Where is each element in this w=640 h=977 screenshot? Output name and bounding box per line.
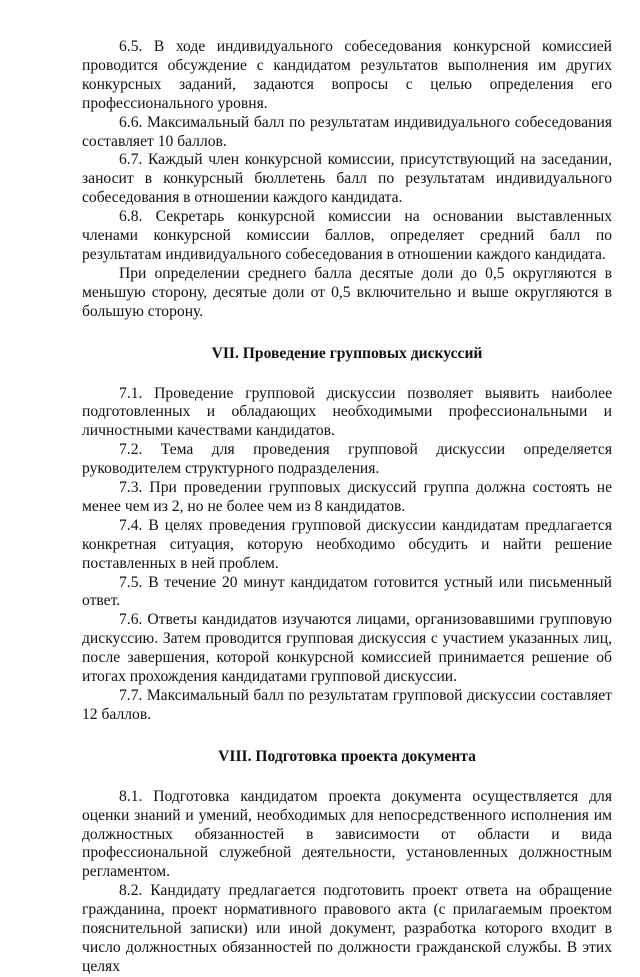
paragraph-8-2: 8.2. Кандидату предлагается подготовить проект ответа на обращение гражданина, проект нормативного правового акта (с прилагаемым проектом пояснительной записки) или иной документ, разработка которого входит в число должностных обязанностей по должности гражданской службы. В этих целях: [82, 882, 612, 975]
paragraph-7-1: 7.1. Проведение групповой дискуссии позволяет выявить наиболее подготовленных и обладающих необходимыми профессиональными и личностными качествами кандидатов.: [82, 384, 612, 440]
paragraph-6-8-rounding: При определении среднего балла десятые доли до 0,5 округляются в меньшую сторону, десятые доли от 0,5 включительно и выше округляются в большую сторону.: [82, 264, 612, 320]
document-page: [82, 38, 612, 977]
section-7-heading: VII. Проведение групповых дискуссий: [211, 344, 483, 362]
section-7: [82, 385, 612, 725]
paragraph-7-4: 7.4. В целях проведения групповой дискуссии кандидатам предлагается конкретная ситуация, которую необходимо обсудить и найти решение поставленных в ней проблем.: [82, 516, 612, 572]
paragraph-6-7: 6.7. Каждый член конкурсной комиссии, присутствующий на заседании, заносит в конкурсный бюллетень балл по результатам индивидуального собеседования в отношении каждого кандидата.: [82, 151, 612, 207]
paragraph-7-2: 7.2. Тема для проведения групповой дискуссии определяется руководителем структурного подразделения.: [82, 441, 612, 478]
paragraph-6-8: 6.8. Секретарь конкурсной комиссии на основании выставленных членами конкурсной комиссии баллов, определяет средний балл по результатам индивидуального собеседования в отношении каждого кандидата.: [82, 208, 612, 263]
paragraph-6-5: 6.5. В ходе индивидуального собеседования конкурсной комиссией проводится обсуждение с кандидатом результатов выполнения им других конкурсных заданий, задаются вопросы с целью определения его профессионального уровня.: [82, 38, 612, 112]
paragraph-6-6: 6.6. Максимальный балл по результатам индивидуального собеседования составляет 10 баллов.: [82, 113, 612, 150]
paragraph-7-3: 7.3. При проведении групповых дискуссий группа должна состоять не менее чем из 2, но не более чем из 8 кандидатов.: [82, 479, 612, 515]
paragraph-7-7: 7.7. Максимальный балл по результатам групповой дискуссии составляет 12 баллов.: [82, 687, 612, 723]
paragraph-7-5: 7.5. В течение 20 минут кандидатом готовится устный или письменный ответ.: [82, 573, 612, 610]
paragraph-8-1: 8.1. Подготовка кандидатом проекта документа осуществляется для оценки знаний и умений, необходимых для непосредственного исполнения им должностных обязанностей в зависимости от области и вида профессиональной служебной деятельности, установленных должностным регламентом.: [82, 787, 612, 881]
paragraph-7-6: 7.6. Ответы кандидатов изучаются лицами, организовавшими групповую дискуссию. Затем проводится групповая дискуссия с участием указанных лиц, после завершения, которой конкурсной комиссией принимается решение об итогах прохождения кандидатами групповой дискуссии.: [82, 611, 612, 686]
section-8: [82, 788, 612, 977]
section-6: [82, 38, 612, 322]
section-8-heading: VIII. Подготовка проекта документа: [218, 747, 476, 765]
